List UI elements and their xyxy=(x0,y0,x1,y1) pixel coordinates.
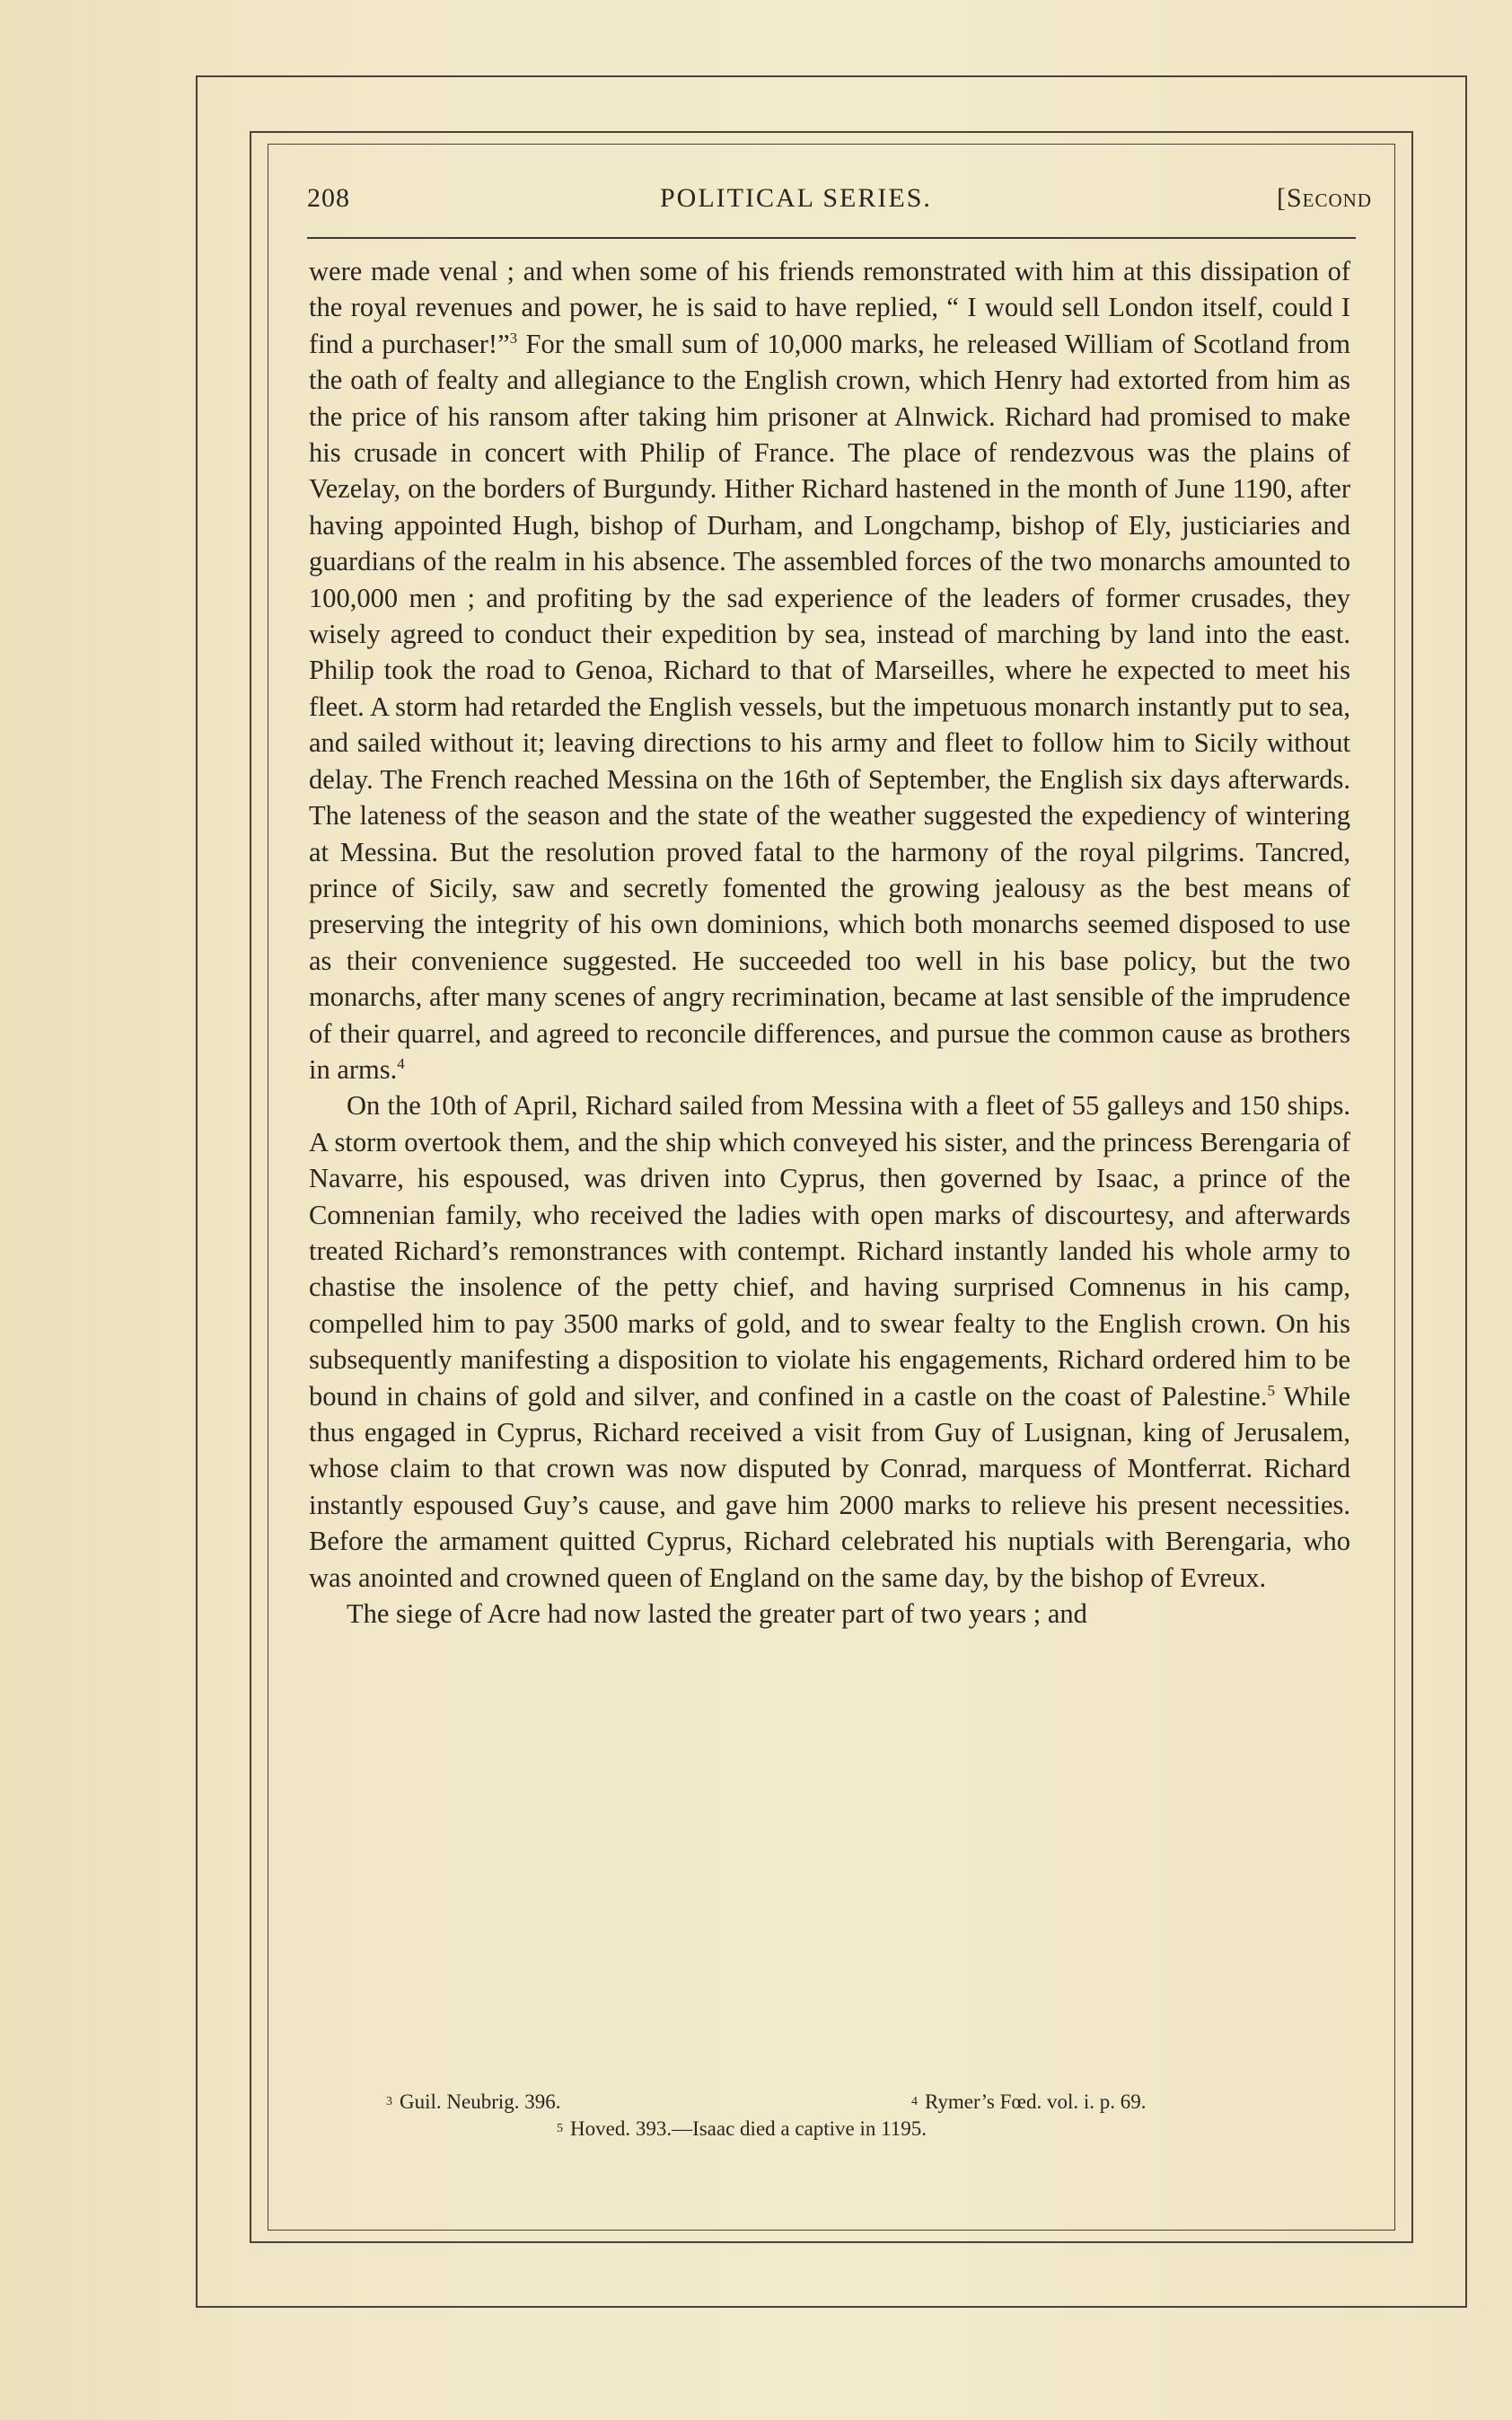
note-ref-3: 3 xyxy=(509,329,518,347)
footnotes xyxy=(386,2089,1302,2143)
paragraph-2: On the 10th of April, Richard sailed from Messina with a fleet of 55 galleys and 150 ships. A storm overtook them, and the ship which conveyed his sister, and the princess Berengaria of Navarre, his espoused, was driven into Cyprus, then governed by Isaac, a prince of the Comnenian family, who received the ladies with open marks of discourtesy, and afterwards treated Richard’s remonstrances with contempt. Richard instantly landed his whole army to chastise the insolence of the petty chief, and having surprised Comnenus in his camp, compelled him to pay 3500 marks of gold, and to swear fealty to the English crown. On his subsequently manifesting a disposition to violate his engagements, Richard ordered him to be bound in chains of gold and silver, and confined in a castle on the coast of Palestine.$^5$ While thus engaged in Cyprus, Richard received a visit from Guy of Lusignan, king of Jerusalem, whose claim to that crown was now disputed by Conrad, marquess of Montferrat. Richard instantly espoused Guy’s cause, and gave him 2000 marks to relieve his present necessities. Before the armament quitted Cyprus, Richard celebrated his nuptials with Berengaria, who was anointed and crowned queen of England on the same day, by the bishop of Evreux. xyxy=(309,1090,1350,1593)
note-ref-4: 4 xyxy=(397,1054,405,1072)
footnote-row xyxy=(386,2116,1302,2143)
running-head xyxy=(307,178,1372,224)
footnote-row xyxy=(386,2089,1302,2116)
header-rule xyxy=(307,237,1356,239)
footnote-4: $^4$ Rymer’s Fœd. vol. i. p. 69. xyxy=(911,2090,1147,2113)
page-number: 208 xyxy=(307,183,350,213)
footnote-3: $^3$ Guil. Neubrig. 396. xyxy=(386,2090,561,2113)
main-text xyxy=(309,253,1350,1632)
footnote-5: $^5$ Hoved. 393.—Isaac died a captive in 1195. xyxy=(557,2117,927,2140)
paragraph-3: The siege of Acre had now lasted the greater part of two years ; and xyxy=(347,1598,1087,1630)
note-ref-5: 5 xyxy=(1267,1381,1275,1399)
paragraph-1: were made venal ; and when some of his friends remonstrated with him at this dissipation of the royal revenues and power, he is said to have replied, “ I would sell London itself, could I find a purchaser!”$^3$ For the small sum of 10,000 marks, he released William of Scotland from the oath of fealty and allegiance to the English crown, which Henry had extorted from him as the price of his ransom after taking him prisoner at Alnwick. Richard had promised to make his crusade in concert with Philip of France. The place of rendezvous was the plains of Vezelay, on the borders of Burgundy. Hither Richard hastened in the month of June 1190, after having appointed Hugh, bishop of Durham, and Longchamp, bishop of Ely, justiciaries and guardians of the realm in his absence. The assembled forces of the two monarchs amounted to 100,000 men ; and profiting by the sad experience of the leaders of former crusades, they wisely agreed to conduct their expedition by sea, instead of marching by land into the east. Philip took the road to Genoa, Richard to that of Marseilles, where he expected to meet his fleet. A storm had retarded the English vessels, but the impetuous monarch instantly put to sea, and sailed without it; leaving directions to his army and fleet to follow him to Sicily without delay. The French reached Messina on the 16th of September, the English six days afterwards. The lateness of the season and the state of the weather suggested the expediency of wintering at Messina. But the resolution proved fatal to the harmony of the royal pilgrims. Tancred, prince of Sicily, saw and secretly fomented the growing jealousy as the best means of preserving the integrity of his own dominions, which both monarchs seemed disposed to use as their convenience suggested. He succeeded too well in his base policy, but the two monarchs, after many scenes of angry recrimination, became at last sensible of the imprudence of their quarrel, and agreed to reconcile differences, and pursue the common cause as brothers in arms.$^4$ xyxy=(309,256,1350,1085)
section-label: [Second xyxy=(1276,183,1372,213)
running-title: POLITICAL SERIES. xyxy=(660,183,932,213)
